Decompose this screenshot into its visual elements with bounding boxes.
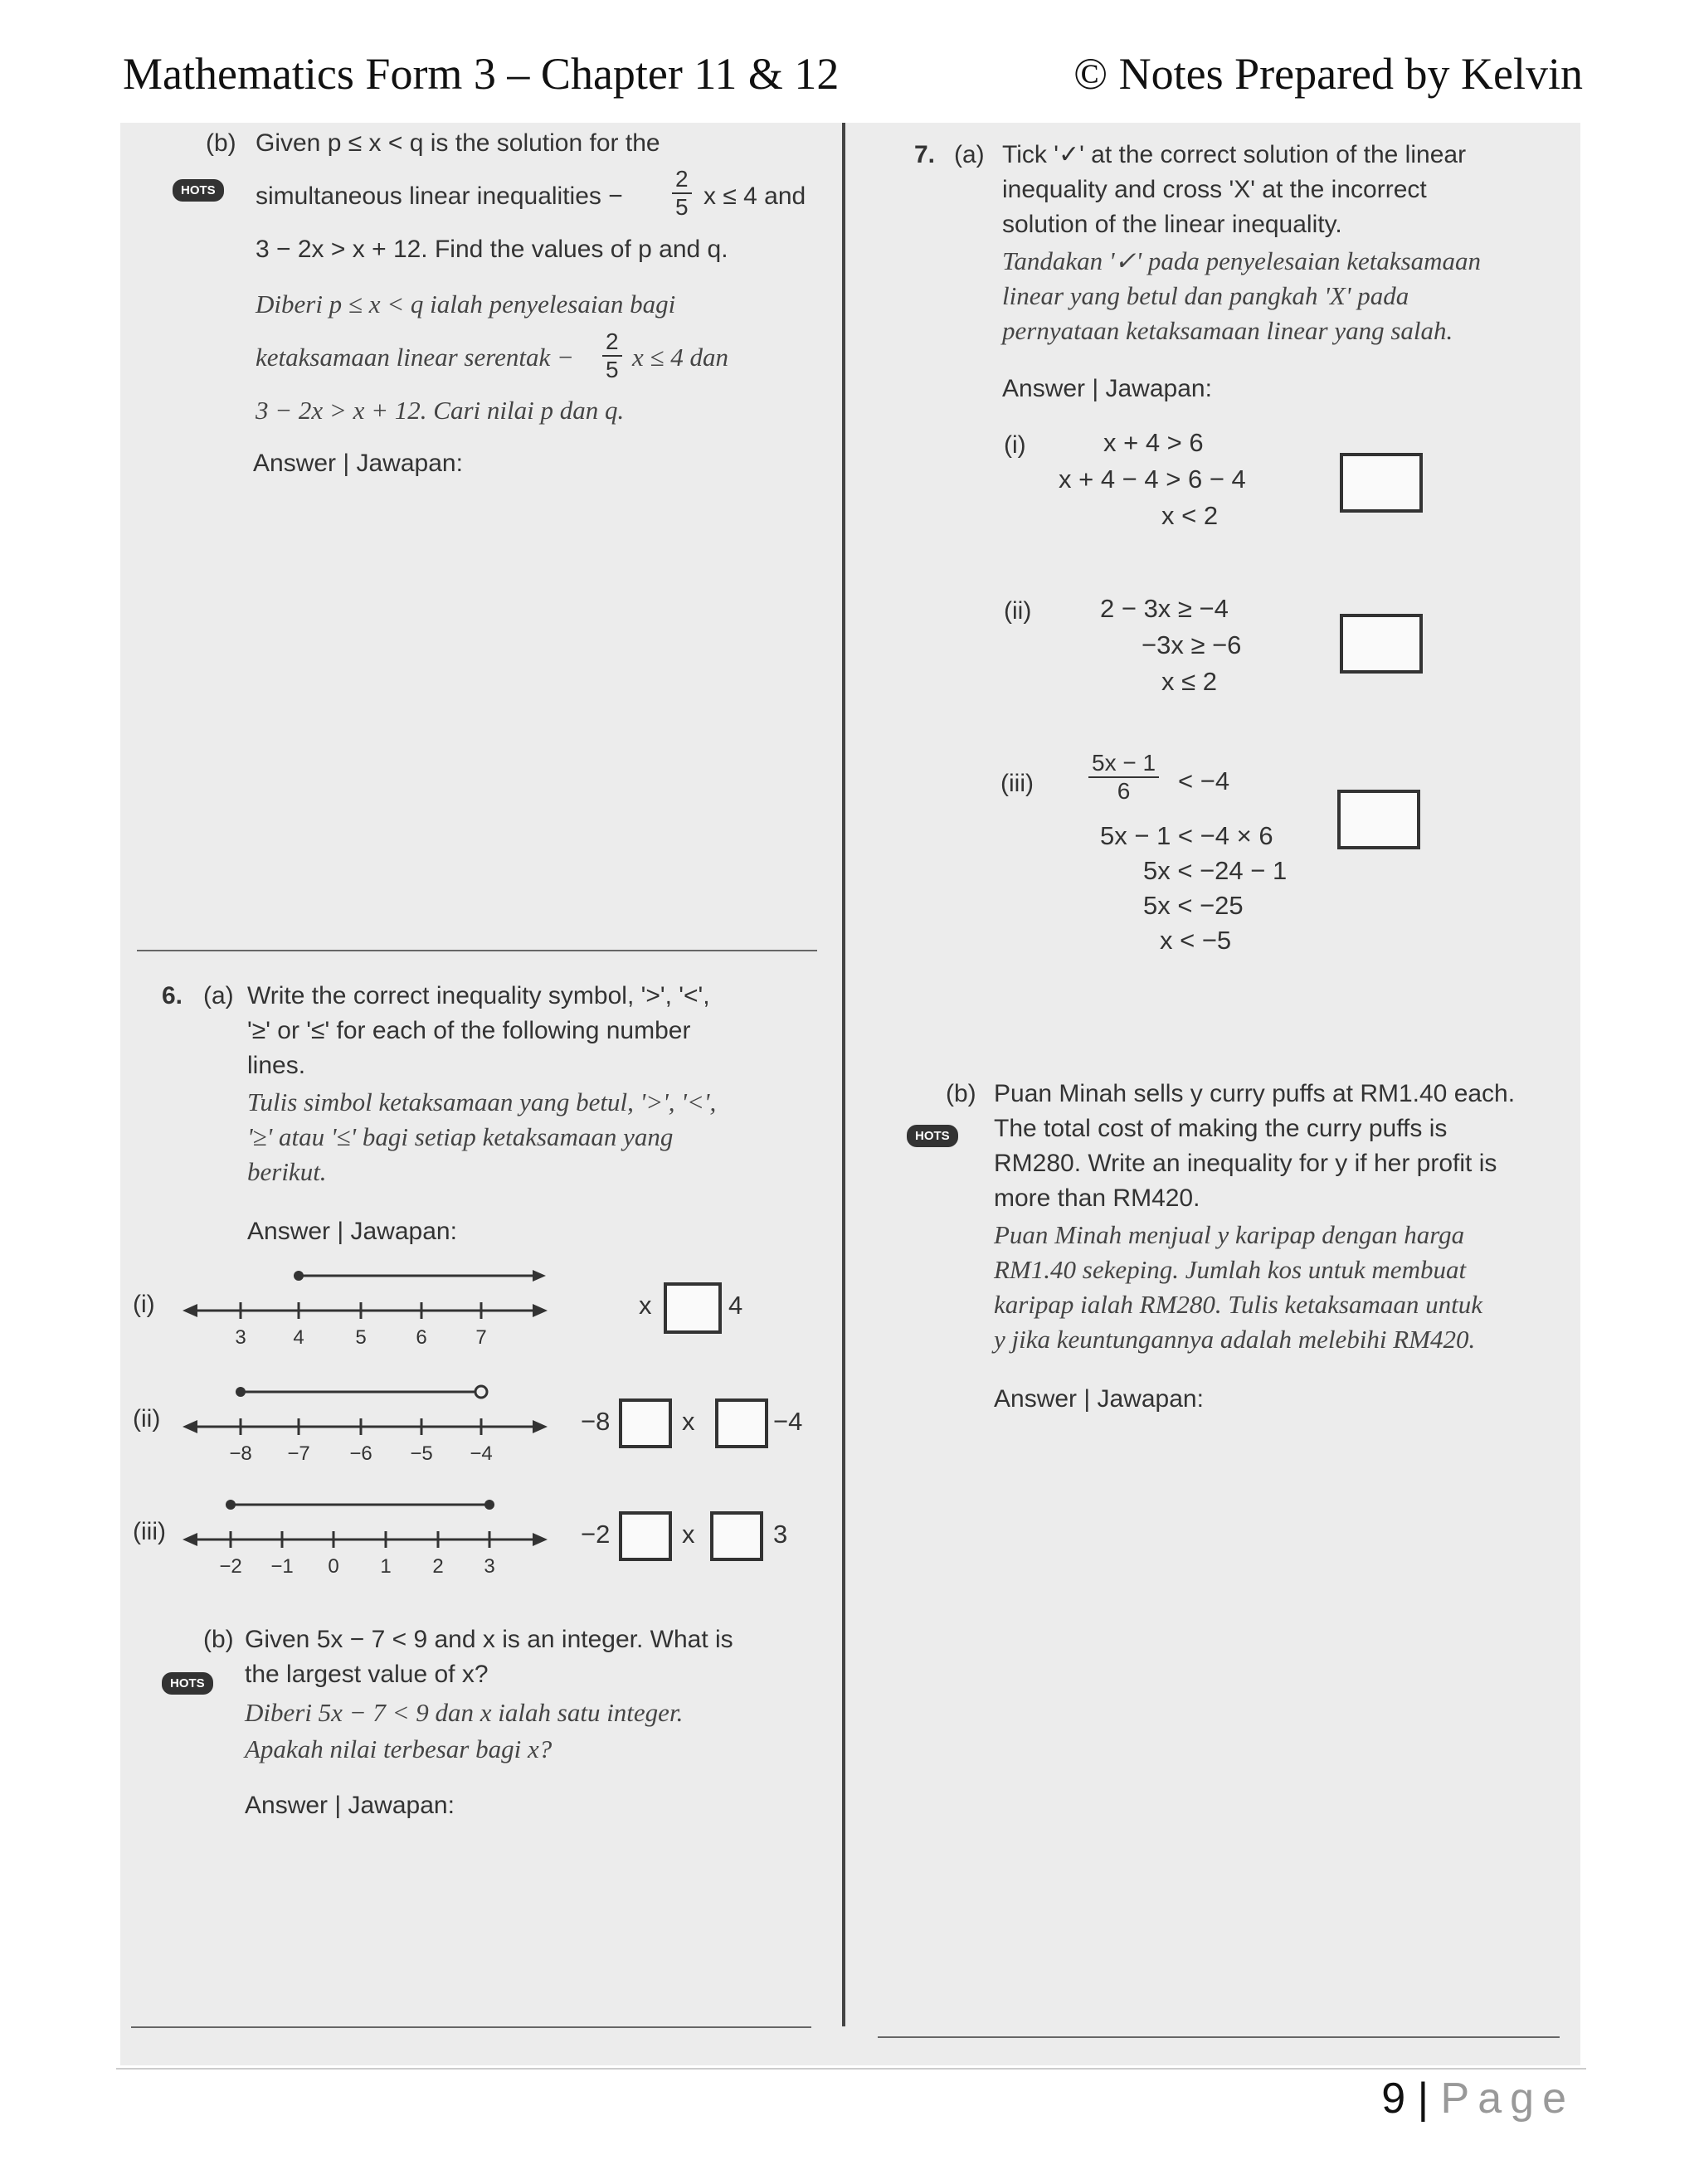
q6-number: 6.: [162, 982, 183, 1009]
page-number: [1381, 2074, 1575, 2123]
hots-badge: HOTS: [173, 179, 224, 202]
q7a-iii-step-3: 5x < −25: [1143, 891, 1244, 920]
q5b-ms-line-3: 3 − 2x > x + 12. Cari nilai p dan q.: [256, 396, 625, 425]
q7b-ms-line-2: RM1.40 sekeping. Jumlah kos untuk membuat: [994, 1255, 1467, 1284]
footer-rule: [116, 2068, 1586, 2070]
bottom-rule-left: [131, 2026, 811, 2028]
q7a-iii-fraction-numerator: 5x − 1: [1088, 750, 1159, 778]
q5b-ineq-tail: x ≤ 4 and: [703, 182, 806, 210]
q5b-ms-line-2: ketaksamaan linear serentak −: [256, 343, 574, 372]
q7b-line-3: RM280. Write an inequality for y if her profit is: [994, 1150, 1497, 1177]
q5b-ms-tail: x ≤ 4 dan: [632, 343, 729, 372]
tick-label: −6: [349, 1442, 372, 1465]
q6b-ms-line-2: Apakah nilai terbesar bagi x?: [245, 1734, 553, 1763]
q5b-label: (b): [206, 129, 236, 157]
axis-arrow-right: [533, 1304, 548, 1317]
hots-badge: HOTS: [907, 1125, 958, 1147]
numberline-iii-left-term: −2: [581, 1520, 611, 1549]
q5b-fraction-numerator: 2: [672, 166, 692, 194]
section-rule: [137, 950, 817, 951]
tick-label: 1: [380, 1555, 392, 1578]
q7a-ii-step-3: x ≤ 2: [1161, 667, 1217, 696]
q7a-line-2: inequality and cross 'X' at the incorrect: [1002, 176, 1427, 203]
tick-label: 2: [432, 1555, 444, 1578]
tick-label: −7: [287, 1442, 310, 1465]
numberline-iii-variable: x: [682, 1520, 695, 1549]
q6a-line-2: '≥' or '≤' for each of the following number: [247, 1017, 691, 1044]
closed-endpoint: [236, 1387, 246, 1397]
numberline-ii-variable: x: [682, 1407, 695, 1436]
page-number-value: 9: [1381, 2075, 1406, 2123]
q7a-ii-step-1: 2 − 3x ≥ −4: [1100, 594, 1229, 623]
q7b-ms-line-3: karipap ialah RM280. Tulis ketaksamaan untuk: [994, 1290, 1482, 1319]
closed-endpoint: [484, 1500, 494, 1510]
q6a-ms-line-2: '≥' atau '≤' bagi setiap ketaksamaan yang: [247, 1122, 674, 1151]
q6b-label: (b): [203, 1626, 234, 1653]
open-endpoint: [475, 1386, 487, 1398]
q7a-i-step-3: x < 2: [1161, 501, 1219, 530]
q6a-line-3: lines.: [247, 1052, 306, 1079]
q7b-line-4: more than RM420.: [994, 1184, 1200, 1212]
numberline-i-label: (i): [133, 1291, 155, 1318]
q7a-iii-step-2: 5x < −24 − 1: [1143, 856, 1288, 885]
q7b-label: (b): [946, 1080, 976, 1107]
axis-arrow-right: [533, 1533, 548, 1546]
number-line-i: [174, 1261, 564, 1352]
hots-badge: HOTS: [162, 1672, 213, 1695]
q7a-iii-step-1: 5x − 1 < −4 × 6: [1100, 821, 1273, 850]
q7a-line-3: solution of the linear inequality.: [1002, 211, 1342, 238]
q6b-answer-label: Answer | Jawapan:: [245, 1792, 455, 1819]
q5b-line-1: Given p ≤ x < q is the solution for the: [256, 129, 660, 157]
bottom-rule-right: [878, 2036, 1560, 2038]
tick-label: −1: [270, 1555, 294, 1578]
q7b-line-1: Puan Minah sells y curry puffs at RM1.40 each.: [994, 1080, 1516, 1107]
q7a-i-step-1: x + 4 > 6: [1103, 428, 1204, 457]
symbol-answer-box[interactable]: [619, 1511, 672, 1561]
q7a-ii-label: (ii): [1004, 597, 1032, 625]
q7b-ms-line-4: y jika keuntungannya adalah melebihi RM420.: [994, 1325, 1476, 1354]
q7a-line-1: Tick '✓' at the correct solution of the linear: [1002, 141, 1467, 168]
numberline-ii-left-term: −8: [581, 1407, 611, 1436]
q6a-ms-line-1: Tulis simbol ketaksamaan yang betul, '>', '<',: [247, 1087, 717, 1116]
tick-label: 3: [484, 1555, 495, 1578]
q7a-iii-step-4: x < −5: [1160, 926, 1232, 955]
tick-label: −4: [470, 1442, 493, 1465]
q7b-ms-line-1: Puan Minah menjual y karipap dengan harga: [994, 1220, 1465, 1249]
q5b-ms-fraction: [602, 328, 622, 383]
symbol-answer-box[interactable]: [710, 1511, 763, 1561]
q7a-ms-line-3: pernyataan ketaksamaan linear yang salah.: [1002, 316, 1453, 345]
numberline-ii-right-term: −4: [773, 1407, 803, 1436]
axis-arrow-left: [183, 1533, 197, 1546]
q7a-label: (a): [954, 141, 985, 168]
page-separator: |: [1417, 2075, 1429, 2123]
q6a-label: (a): [203, 982, 234, 1009]
q7a-iii-first-tail: < −4: [1178, 766, 1230, 795]
tick-cross-box[interactable]: [1340, 614, 1423, 674]
q5b-fraction: [672, 166, 692, 221]
q7a-i-label: (i): [1004, 431, 1026, 459]
q7a-i-step-2: x + 4 − 4 > 6 − 4: [1059, 465, 1246, 494]
closed-endpoint: [294, 1271, 304, 1281]
q6b-line-1: Given 5x − 7 < 9 and x is an integer. What is: [245, 1626, 733, 1653]
q5b-ms-fraction-numerator: 2: [602, 328, 622, 357]
page-label: Page: [1440, 2075, 1575, 2123]
q7b-line-2: The total cost of making the curry puffs is: [994, 1115, 1448, 1142]
ray-arrow: [533, 1270, 546, 1282]
q7-number: 7.: [914, 141, 936, 168]
q5b-answer-label: Answer | Jawapan:: [253, 450, 463, 477]
numberline-iii-right-term: 3: [773, 1520, 788, 1549]
tick-label: 0: [328, 1555, 339, 1578]
q6a-ms-line-3: berikut.: [247, 1157, 327, 1186]
q7a-answer-label: Answer | Jawapan:: [1002, 375, 1212, 402]
tick-cross-box[interactable]: [1337, 790, 1420, 849]
q5b-fraction-denominator: 5: [675, 194, 689, 220]
symbol-answer-box[interactable]: [619, 1398, 672, 1448]
tick-label: −2: [219, 1555, 242, 1578]
q5b-line-2: simultaneous linear inequalities −: [256, 182, 623, 210]
q5b-line-3: 3 − 2x > x + 12. Find the values of p and q.: [256, 236, 728, 263]
tick-label: 4: [293, 1326, 304, 1349]
q6a-answer-label: Answer | Jawapan:: [247, 1218, 457, 1245]
q7a-ii-step-2: −3x ≥ −6: [1142, 630, 1242, 659]
axis-arrow-left: [183, 1420, 197, 1433]
q7a-ms-line-2: linear yang betul dan pangkah 'X' pada: [1002, 281, 1409, 310]
q7b-answer-label: Answer | Jawapan:: [994, 1385, 1204, 1413]
tick-label: 5: [355, 1326, 367, 1349]
numberline-iii-label: (iii): [133, 1518, 166, 1545]
q7a-ms-line-1: Tandakan '✓' pada penyelesaian ketaksamaan: [1002, 246, 1482, 275]
number-line-iii: [174, 1493, 564, 1584]
tick-label: −8: [229, 1442, 252, 1465]
numberline-i-right-term: 4: [728, 1291, 743, 1320]
symbol-answer-box[interactable]: [715, 1398, 768, 1448]
tick-label: 3: [235, 1326, 246, 1349]
closed-endpoint: [226, 1500, 236, 1510]
q7a-iii-fraction: [1088, 750, 1159, 805]
numberline-ii-label: (ii): [133, 1405, 161, 1432]
document-title: Mathematics Form 3 – Chapter 11 & 12: [123, 49, 840, 99]
tick-cross-box[interactable]: [1340, 453, 1423, 513]
tick-label: 6: [416, 1326, 427, 1349]
document-author: © Notes Prepared by Kelvin: [1073, 49, 1583, 99]
symbol-answer-box[interactable]: [664, 1282, 722, 1334]
tick-label: 7: [475, 1326, 487, 1349]
tick-label: −5: [410, 1442, 433, 1465]
q6b-line-2: the largest value of x?: [245, 1661, 489, 1688]
axis-arrow-right: [533, 1420, 548, 1433]
number-line-ii: [174, 1377, 564, 1468]
q5b-ms-line-1: Diberi p ≤ x < q ialah penyelesaian bagi: [256, 289, 676, 319]
q6b-ms-line-1: Diberi 5x − 7 < 9 dan x ialah satu integer.: [245, 1698, 684, 1727]
q6a-line-1: Write the correct inequality symbol, '>', '<',: [247, 982, 710, 1009]
q5b-ms-fraction-denominator: 5: [606, 357, 619, 382]
column-divider: [842, 123, 845, 2026]
axis-arrow-left: [183, 1304, 197, 1317]
q7a-iii-fraction-denominator: 6: [1117, 778, 1131, 804]
q7a-iii-label: (iii): [1000, 770, 1034, 797]
numberline-i-left-term: x: [639, 1291, 652, 1320]
